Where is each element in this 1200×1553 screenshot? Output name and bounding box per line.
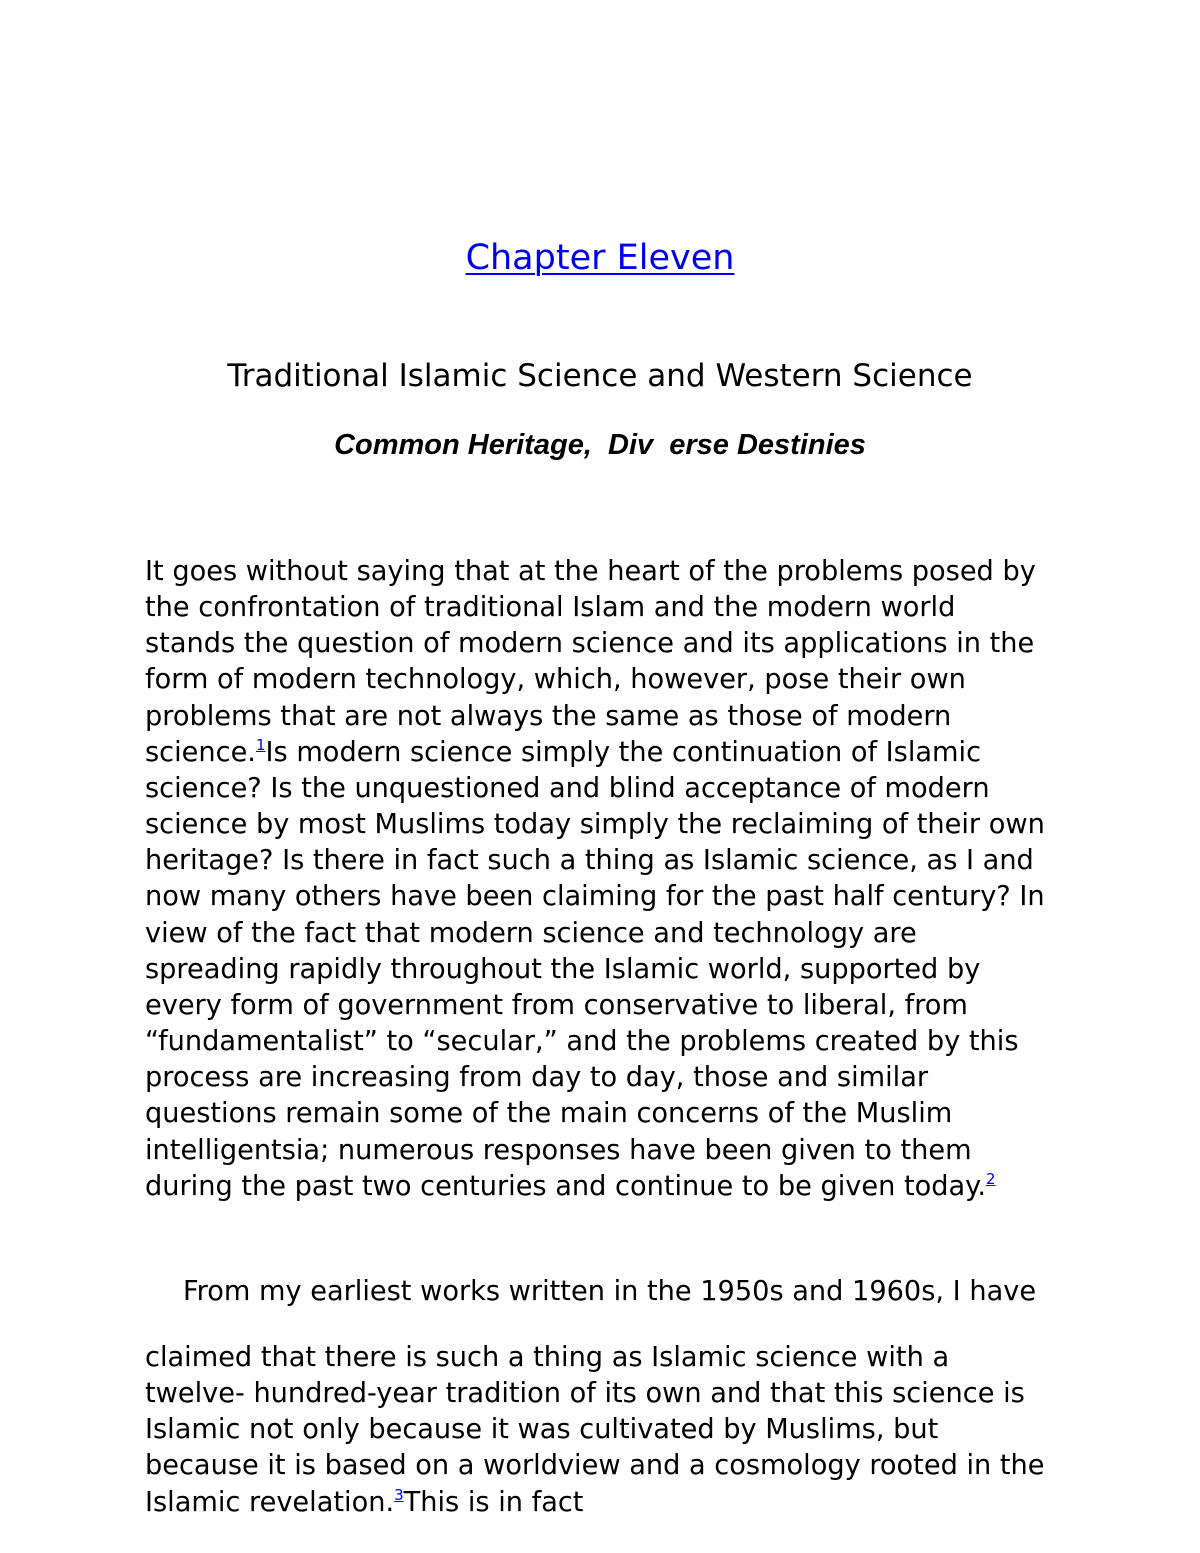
chapter-subtitle: Common Heritage, Div erse Destinies	[334, 429, 866, 461]
footnote-link-2[interactable]: 2	[986, 1169, 996, 1188]
footnote-link-1[interactable]: 1	[255, 735, 266, 754]
footnote-link-3[interactable]: 3	[394, 1485, 404, 1504]
paragraph-1-text-a: It goes without saying that at the heart of the problems posed by the confrontation of traditional Islam and the modern world stands the question of modern science and its applications in the form of modern technology, which, however, pose their own problems that are not always the same as those of modern science.	[145, 556, 1036, 768]
chapter-heading-link[interactable]: Chapter Eleven	[465, 238, 735, 278]
paragraph-3-text-a: claimed that there is such a thing as Islamic science with a twelve- hundred-year tradition of its own and that this science is Islamic not only because it was cultivated by Muslims, but because it is based on a worldview and a cosmology rooted in the Islamic revelation.	[145, 1342, 1045, 1518]
body-paragraph-3	[145, 1340, 1050, 1521]
chapter-title: Traditional Islamic Science and Western Science	[227, 358, 973, 394]
chapter-heading	[0, 236, 1200, 280]
paragraph-3-text-b: This is in fact	[403, 1486, 584, 1518]
body-paragraph-1	[145, 554, 1050, 1205]
body-paragraph-2: From my earliest works written in the 1950s and 1960s, I have	[183, 1276, 1037, 1307]
paragraph-1-text-b: Is modern science simply the continuation of Islamic science? Is the unquestioned and blind acceptance of modern science by most Muslims today simply the reclaiming of their own heritage? Is there in fact such a thing as Islamic science, as I and now many others have been claiming for the past half century? In view of the fact that modern science and technology are spreading rapidly throughout the Islamic world, supported by every form of government from conservative to liberal, from “fundamentalist” to “secular,” and the problems created by this process are increasing from day to day, those and similar questions remain some of the main concerns of the Muslim intelligentsia; numerous responses have been given to them during the past two centuries and continue to be given today.	[145, 736, 1045, 1202]
